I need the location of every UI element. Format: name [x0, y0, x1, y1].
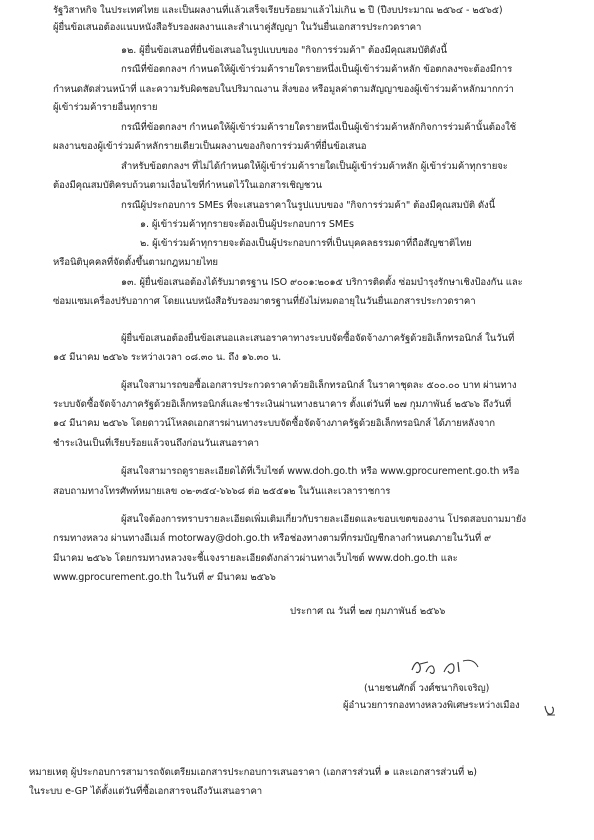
signer-name: (นายชนศักดิ์ วงศ์ชนากิจเจริญ)	[364, 683, 490, 694]
list-item: ๒. ผู้เข้าร่วมค้าทุกรายจะต้องเป็นผู้ประกอบการที่เป็นบุคคลธรรมดาที่ถือสัญชาติไทย	[140, 238, 472, 249]
body-line: ผลงานของผู้เข้าร่วมค้าหลักรายเดียวเป็นผลงานของกิจการร่วมค้าที่ยื่นข้อเสนอ	[53, 141, 367, 152]
footer-note: ในระบบ e-GP ได้ตั้งแต่วันที่ซื้อเอกสารจนถึงวันเสนอราคา	[29, 786, 263, 797]
body-line: www.gprocurement.go.th ในวันที่ ๙ มีนาคม ๒๕๖๖	[53, 572, 276, 583]
body-line: กำหนดสัดส่วนหน้าที่ และความรับผิดชอบในปริมาณงาน สิ่งของ หรือมูลค่าตามสัญญาของผู้เข้าร่วมค้าหลักมากกว่า	[53, 84, 514, 95]
body-line: ระบบจัดซื้อจัดจ้างภาครัฐด้วยอิเล็กทรอนิกส์และชำระเงินผ่านทางธนาคาร ตั้งแต่วันที่ ๒๗ กุมภาพันธ์ ๒๕๖๖ ถึงวันที่	[53, 399, 512, 410]
body-line: สำหรับข้อตกลงฯ ที่ไม่ได้กำหนดให้ผู้เข้าร่วมค้ารายใดเป็นผู้เข้าร่วมค้าหลัก ผู้เข้าร่วมค้าทุกรายจะ	[121, 161, 508, 172]
body-line: สอบถามทางโทรศัพท์หมายเลข ๐๒-๓๕๔-๖๖๖๘ ต่อ ๒๕๕๑๒ ในวันและเวลาราชการ	[53, 486, 391, 497]
body-line: ผู้ยื่นข้อเสนอต้องยื่นข้อเสนอและเสนอราคาทางระบบจัดซื้อจัดจ้างภาครัฐด้วยอิเล็กทรอนิกส์ ในวันที่	[121, 333, 515, 344]
body-line: ผู้เข้าร่วมค้ารายอื่นทุกราย	[53, 102, 158, 113]
body-line: มีนาคม ๒๕๖๖ โดยกรมทางหลวงจะชี้แจงรายละเอียดดังกล่าวผ่านทางเว็บไซต์ www.doh.go.th และ	[53, 553, 458, 564]
body-line: ผู้สนใจสามารถดูรายละเอียดได้ที่เว็บไซต์ www.doh.go.th หรือ www.gprocurement.go.th หรือ	[121, 466, 520, 477]
body-line: กรมทางหลวง ผ่านทางอีเมล์ motorway@doh.go.th หรือช่องทางตามที่กรมบัญชีกลางกำหนดภายในวันที่ ๙	[53, 533, 491, 544]
body-line: หรือนิติบุคคลที่จัดตั้งขึ้นตามกฎหมายไทย	[53, 257, 218, 268]
handwritten-signature	[408, 652, 482, 680]
announce-date: ประกาศ ณ วันที่ ๒๗ กุมภาพันธ์ ๒๕๖๖	[290, 606, 446, 617]
handwritten-initial	[543, 703, 557, 717]
body-line: ผู้ยื่นข้อเสนอต้องแนบหนังสือรับรองผลงานและสำเนาคู่สัญญา ในวันยื่นเอกสารประกวดราคา	[53, 22, 422, 33]
body-line: ต้องมีคุณสมบัติครบถ้วนตามเงื่อนไขที่กำหนดไว้ในเอกสารเชิญชวน	[53, 180, 322, 191]
body-line: ๑๔ มีนาคม ๒๕๖๖ โดยดาวน์โหลดเอกสารผ่านทางระบบจัดซื้อจัดจ้างภาครัฐด้วยอิเล็กทรอนิกส์ ได้ภายหลังจาก	[53, 418, 495, 429]
body-line: กรณีที่ข้อตกลงฯ กำหนดให้ผู้เข้าร่วมค้ารายใดรายหนึ่งเป็นผู้เข้าร่วมค้าหลักกิจการร่วมค้านั้นต้องใช้	[121, 122, 517, 133]
body-line: รัฐวิสาหกิจ ในประเทศไทย และเป็นผลงานที่แล้วเสร็จเรียบร้อยมาแล้วไม่เกิน ๒ ปี (ปีงบประมาณ ๒๕๖๔ - ๒๕๖๕)	[53, 5, 503, 16]
body-line: ๑๕ มีนาคม ๒๕๖๖ ระหว่างเวลา ๐๘.๓๐ น. ถึง ๑๖.๓๐ น.	[53, 352, 282, 363]
body-line: กรณีผู้ประกอบการ SMEs ที่จะเสนอราคาในรูปแบบของ "กิจการร่วมค้า" ต้องมีคุณสมบัติ ดังนี้	[121, 200, 496, 211]
body-line: ผู้สนใจต้องการทราบรายละเอียดเพิ่มเติมเกี่ยวกับรายละเอียดและขอบเขตของงาน โปรดสอบถามมายัง	[121, 514, 526, 525]
clause-12-heading: ๑๒. ผู้ยื่นข้อเสนอที่ยื่นข้อเสนอในรูปแบบของ "กิจการร่วมค้า" ต้องมีคุณสมบัติดังนี้	[121, 45, 447, 56]
list-item: ๑. ผู้เข้าร่วมค้าทุกรายจะต้องเป็นผู้ประกอบการ SMEs	[140, 219, 354, 230]
body-line: ซ่อมแซมเครื่องปรับอากาศ โดยแนบหนังสือรับรองมาตรฐานที่ยังไม่หมดอายุในวันยื่นเอกสารประกวดราคา	[53, 296, 476, 307]
body-line: ชำระเงินเป็นที่เรียบร้อยแล้วจนถึงก่อนวันเสนอราคา	[53, 438, 259, 449]
body-line: กรณีที่ข้อตกลงฯ กำหนดให้ผู้เข้าร่วมค้ารายใดรายหนึ่งเป็นผู้เข้าร่วมค้าหลัก ข้อตกลงฯจะต้องมีการ	[121, 64, 513, 75]
footer-note: หมายเหตุ ผู้ประกอบการสามารถจัดเตรียมเอกสารประกอบการเสนอราคา (เอกสารส่วนที่ ๑ และเอกสารส่วนที่ ๒)	[29, 767, 477, 778]
clause-13-heading: ๑๓. ผู้ยื่นข้อเสนอต้องได้รับมาตรฐาน ISO ๙๐๐๑:๒๐๑๕ บริการติดตั้ง ซ่อมบำรุงรักษาเชิงป้องกัน และ	[121, 277, 523, 288]
body-line: ผู้สนใจสามารถขอซื้อเอกสารประกวดราคาด้วยอิเล็กทรอนิกส์ ในราคาชุดละ ๕๐๐.๐๐ บาท ผ่านทาง	[121, 380, 517, 391]
signer-title: ผู้อำนวยการกองทางหลวงพิเศษระหว่างเมือง	[343, 700, 520, 711]
